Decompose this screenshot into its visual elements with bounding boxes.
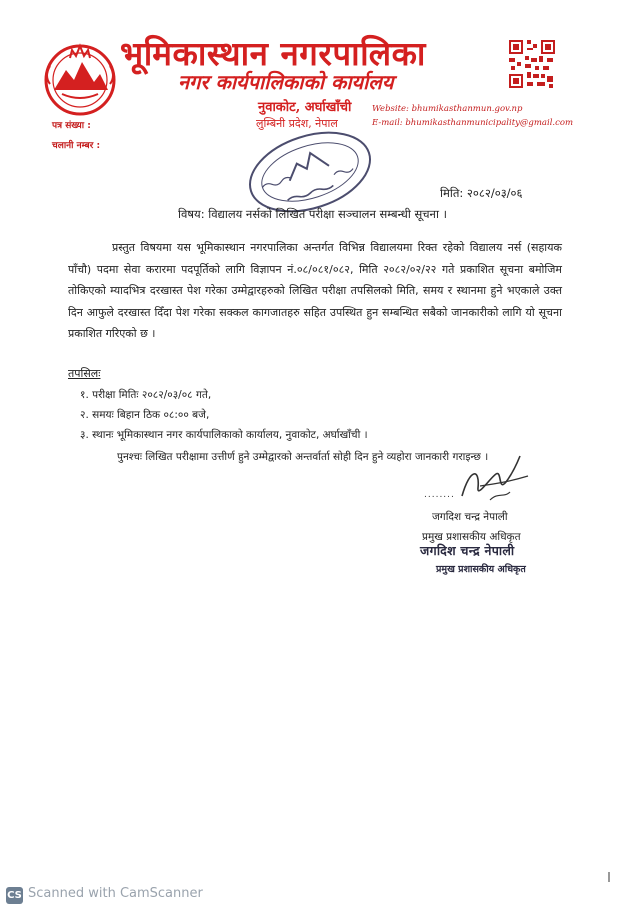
qr-code-icon [507,38,557,90]
signature-dots: ........ [424,490,455,500]
website-text: Website: bhumikasthanmun.gov.np [372,104,523,114]
postscript-note: पुनश्चः लिखित परीक्षामा उत्तीर्ण हुने उम्मेद्वारको अन्तर्वार्ता सोही दिन हुने व्यहोरा जानकारी गराइन्छ । [117,451,489,463]
municipality-emblem-icon [40,40,120,116]
address-line-1: नुवाकोट, अर्घाखाँची [258,100,352,115]
detail-item-venue: ३. स्थानः भूमिकास्थान नगर कार्यपालिकाको कार्यालय, नुवाकोट, अर्घाखाँची । [80,429,368,441]
stamp-signer-name: जगदिश चन्द्र नेपाली [420,543,515,558]
signer-name: जगदिश चन्द्र नेपाली [432,511,508,523]
stamp-signer-title: प्रमुख प्रशासकीय अधिकृत [436,564,526,575]
email-text: E-mail: bhumikasthanmunicipality@gmail.com [372,118,574,128]
handwritten-signature-icon [450,448,540,508]
signer-title: प्रमुख प्रशासकीय अधिकृत [422,531,521,543]
office-name: नगर कार्यपालिकाको कार्यालय [178,70,394,94]
detail-item-exam-date: १. परीक्षा मितिः २०८२/०३/०८ गते, [80,389,212,401]
details-heading: तपसिलः [68,367,101,380]
camscanner-watermark: Scanned with CamScanner [28,886,203,901]
notice-subject: विषय: विद्यालय नर्सको लिखित परीक्षा सञ्चालन सम्बन्धी सूचना । [178,207,447,221]
camscanner-badge-icon: CS [6,887,23,904]
dispatch-number-label: चलानी नम्बर : [52,141,101,151]
notice-body-paragraph: प्रस्तुत विषयमा यस भूमिकास्थान नगरपालिका अन्तर्गत विभिन्न विद्यालयमा रिक्त रहेको विद्यालय नर्स (सहायक पाँचौ) पदमा सेवा करारमा पदपूर्तिको लागि विज्ञापन नं.०८/०८१/०८२, मिति २०८२/०२/२२ गते प्रकाशित सूचना बमोजिम तोकिएको म्यादभित्र दरखास्त पेश गरेका उम्मेद्वारहरुको लिखित परीक्षा तपसिलको मिति, समय र स्थानमा हुने भएकाले उक्त दिन आफुले दरखास्त दिँदा पेश गरेका सक्कल कागजातहरु सहित उपस्थित हुन सम्बन्धित सबैको जानकारीको लागि यो सूचना प्रकाशित गरिएको छ । [68,241,562,340]
corner-mark [608,872,610,882]
municipality-name: भूमिकास्थान नगरपालिका [120,34,426,73]
ref-number-label: पत्र संख्या : [52,121,91,131]
notice-date: मिति: २०८२/०३/०६ [440,186,523,200]
address-line-2: लुम्बिनी प्रदेश, नेपाल [256,117,338,130]
notice-body [68,237,562,345]
detail-item-time: २. समयः बिहान ठिक ०८:०० बजे, [80,409,210,421]
